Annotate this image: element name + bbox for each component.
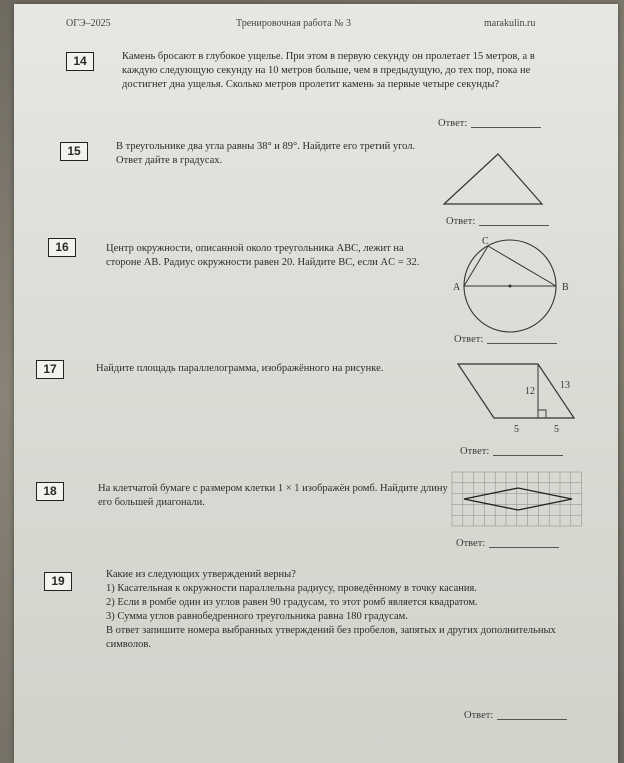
task-19-instruction: В ответ запишите номера выбранных утверждений без пробелов, запятых и других дополнительных символов. [106,625,556,650]
task-15-number: 15 [60,142,88,161]
side-cb [488,246,556,286]
grid-paper [452,472,582,526]
task-19-option-2: 2) Если в ромбе один из углов равен 90 градусам, то этот ромб является квадратом. [106,597,478,608]
task-14-text: Камень бросают в глубокое ущелье. При этом в первую секунду он пролетает 15 метров, а в каждую следующую секунду на 10 метров больше, чем в предыдущую, до тех пор, пока не достигнет дна ущелья. Сколько метров пролетит камень за первые четыре секунды? [122,51,535,90]
task-16-number: 16 [48,238,76,257]
task-18-text: На клетчатой бумаге с размером клетки 1 × 1 изображён ромб. Найдите длину его большей диагонали. [98,483,448,508]
task-15-text: В треугольнике два угла равны 38° и 89°. Найдите его третий угол. Ответ дайте в градусах. [116,141,416,166]
parallelogram-figure [454,360,594,440]
task-14-answer[interactable] [438,118,541,129]
answer-label: Ответ: [456,538,486,549]
answer-label: Ответ: [446,216,476,227]
triangle-figure [438,152,548,212]
label-a: A [453,282,461,293]
task-14-number: 14 [66,52,94,71]
side-ac [464,246,488,286]
triangle-shape [444,154,542,204]
header-work-title: Тренировочная работа № 3 [236,18,352,29]
task-19-question: Какие из следующих утверждений верны? [106,569,296,580]
task-18-answer[interactable] [456,538,559,549]
circle-triangle-figure [448,236,578,336]
worksheet-page [14,4,618,763]
answer-label: Ответ: [438,118,468,129]
label-c: C [482,236,489,247]
task-19-content [106,568,596,652]
task-19-option-1: 1) Касательная к окружности параллельна радиусу, проведённому в точку касания. [106,583,477,594]
task-19-answer[interactable] [464,710,567,721]
header-exam: ОГЭ–2025 [66,18,111,29]
task-16-text: Центр окружности, описанной около треугольника ABC, лежит на стороне AB. Радиус окружности равен 20. Найдите BC, если AC = 32. [106,243,420,268]
answer-line[interactable] [487,343,557,344]
answer-line[interactable] [471,127,541,128]
task-17-answer[interactable] [460,446,563,457]
task-19-number: 19 [44,572,72,591]
task-16-answer[interactable] [454,334,557,345]
task-18-number: 18 [36,482,64,501]
answer-line[interactable] [497,719,567,720]
task-17-text: Найдите площадь параллелограмма, изображённого на рисунке. [96,363,384,374]
right-angle-mark [538,410,546,418]
center-point [509,285,512,288]
task-19-option-3: 3) Сумма углов равнобедренного треугольника равна 180 градусам. [106,611,408,622]
answer-line[interactable] [493,455,563,456]
answer-line[interactable] [489,547,559,548]
task-15-answer[interactable] [446,216,549,227]
task-17-number: 17 [36,360,64,379]
parallelogram-shape [458,364,574,418]
label-b: B [562,282,569,293]
label-side-13: 13 [560,380,570,391]
answer-line[interactable] [479,225,549,226]
label-base-5b: 5 [554,424,559,435]
grid-rhombus-figure [452,472,582,532]
answer-label: Ответ: [460,446,490,457]
answer-label: Ответ: [464,710,494,721]
label-height-12: 12 [525,386,535,397]
rhombus-shape [464,488,572,510]
answer-label: Ответ: [454,334,484,345]
label-base-5a: 5 [514,424,519,435]
header-site: marakulin.ru [484,18,536,29]
